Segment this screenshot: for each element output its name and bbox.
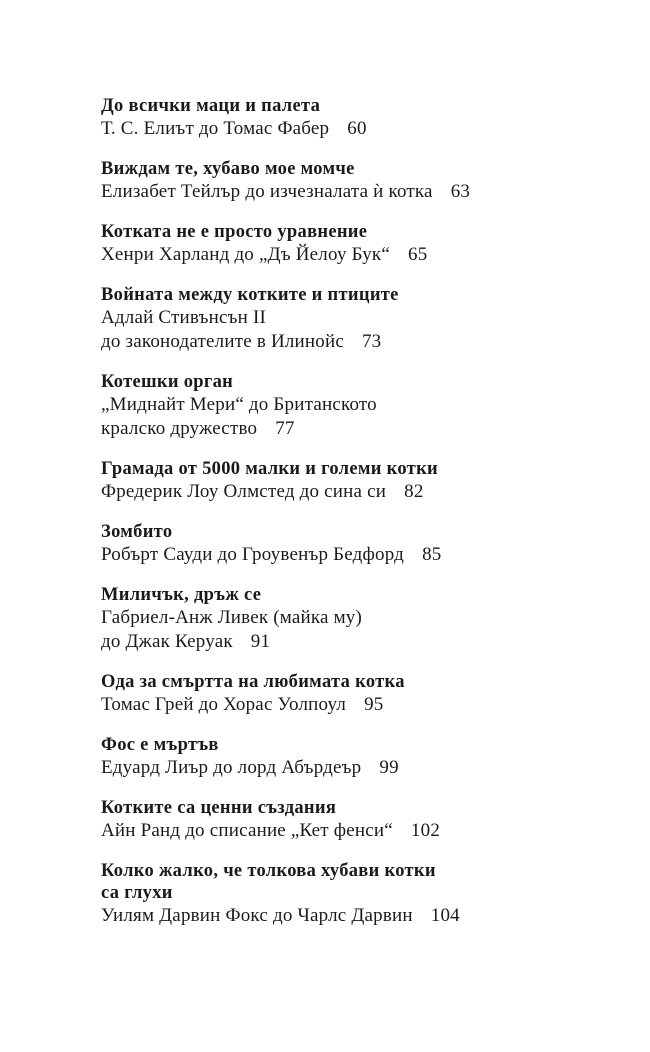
table-of-contents [101, 95, 621, 945]
entry-author: Робърт Сауди до Гроувенър Бедфорд 85 [101, 544, 442, 565]
entry-author: Фредерик Лоу Олмстед до сина си 82 [101, 481, 424, 502]
toc-entry [101, 221, 621, 267]
entry-author: Томас Грей до Хорас Уолпоул 95 [101, 694, 384, 715]
page-number: 63 [450, 181, 471, 202]
page-number: 77 [275, 418, 295, 439]
toc-entry [101, 584, 621, 654]
entry-title: Виждам те, хубаво мое момче [101, 159, 355, 179]
toc-entry [101, 371, 621, 441]
toc-entry [101, 95, 621, 141]
page-number: 104 [430, 905, 460, 926]
entry-title: Котките са ценни създания [101, 798, 337, 818]
entry-author: Габриел-Анж Ливек (майка му) до Джак Керуак 91 [101, 607, 363, 652]
entry-title: Зомбито [101, 522, 173, 542]
entry-title: Войната между котките и птиците [101, 285, 399, 305]
page-number: 95 [364, 694, 384, 715]
page-number: 73 [361, 331, 382, 352]
entry-author: Едуард Лиър до лорд Абърдеър 99 [101, 757, 399, 778]
entry-title: Колко жалко, че толкова хубави котки са глухи [101, 861, 436, 903]
toc-entry [101, 158, 621, 204]
toc-entry [101, 734, 621, 780]
toc-entry [101, 284, 621, 354]
entry-author: „Миднайт Мери“ до Британското кралско дружество 77 [101, 394, 377, 439]
page-number: 85 [422, 544, 442, 565]
toc-entry [101, 860, 621, 928]
toc-entry [101, 458, 621, 504]
page-number: 99 [379, 757, 399, 778]
entry-author: Т. С. Елиът до Томас Фабер 60 [101, 118, 367, 139]
page-number: 82 [404, 481, 424, 502]
entry-author: Адлай Стивънсън II до законодателите в Илинойс 73 [101, 307, 382, 352]
entry-title: Ода за смъртта на любимата котка [101, 672, 405, 692]
page-number: 91 [250, 631, 271, 652]
entry-title: Котката не е просто уравнение [101, 222, 368, 242]
entry-author: Елизабет Тейлър до изчезналата ѝ котка 63 [101, 181, 471, 202]
entry-author: Уилям Дарвин Фокс до Чарлс Дарвин 104 [101, 905, 460, 926]
entry-title: Котешки орган [101, 372, 234, 392]
toc-entry [101, 671, 621, 717]
entry-title: Фос е мъртъв [101, 735, 219, 755]
page-number: 65 [408, 244, 428, 265]
page-number: 60 [347, 118, 367, 139]
page-number: 102 [410, 820, 441, 841]
toc-entry [101, 797, 621, 843]
entry-title: Миличък, дръж се [101, 585, 262, 605]
entry-author: Айн Ранд до списание „Кет фенси“ 102 [101, 820, 441, 841]
entry-title: До всички маци и палета [101, 96, 321, 116]
entry-author: Хенри Харланд до „Дъ Йелоу Бук“ 65 [101, 244, 428, 265]
entry-title: Грамада от 5000 малки и големи котки [101, 459, 438, 479]
toc-entry [101, 521, 621, 567]
